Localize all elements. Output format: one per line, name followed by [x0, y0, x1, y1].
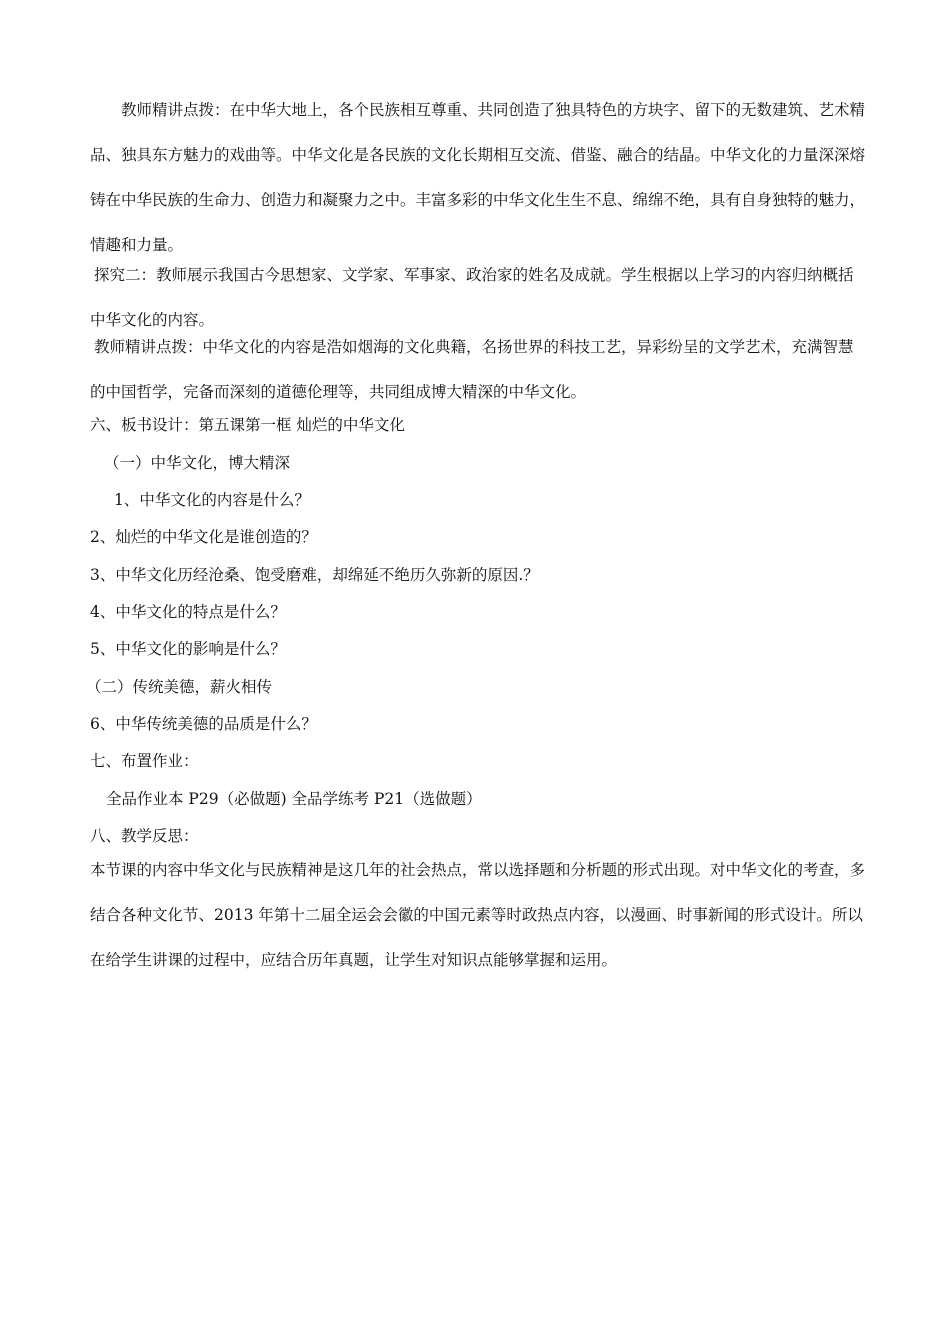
homework-text: 全品作业本 P29（必做题) 全品学练考 P21（选做题） [106, 790, 482, 808]
board-question-2: 2、灿烂的中华文化是谁创造的？ [90, 528, 317, 546]
paragraph-teacher-explanation-1: 教师精讲点拨：在中华大地上，各个民族相互尊重、共同创造了独具特色的方块字、留下的无数建筑、艺术精品、独具东方魅力的戏曲等。中华文化是各民族的文化长期相互交流、借鉴、融合的结晶。中华文化的力量深深熔铸在中华民族的生命力、创造力和凝聚力之中。丰富多彩的中华文化生生不息、绵绵不绝，具有自身独特的魅力，情趣和力量。 [90, 101, 866, 254]
homework-heading: 七、布置作业： [90, 752, 199, 770]
reflection-heading: 八、教学反思： [90, 827, 199, 845]
board-question-1: 1、中华文化的内容是什么？ [114, 491, 310, 509]
board-question-5: 5、中华文化的影响是什么？ [90, 640, 286, 658]
reflection-paragraph: 本节课的内容中华文化与民族精神是这几年的社会热点，常以选择题和分析题的形式出现。对中华文化的考查，多结合各种文化节、2013 年第十二届全运会会徽的中国元素等时政热点内容，以漫画、时事新闻的形式设计。所以在给学生讲课的过程中，应结合历年真题，让学生对知识点能够掌握和运用。 [90, 861, 866, 969]
board-question-3: 3、中华文化历经沧桑、饱受磨难，却绵延不绝历久弥新的原因.？ [90, 566, 539, 584]
board-design-heading: 六、板书设计：第五课第一框 灿烂的中华文化 [90, 416, 405, 434]
paragraph-inquiry-2: 探究二：教师展示我国古今思想家、文学家、军事家、政治家的姓名及成就。学生根据以上学习的内容归纳概括中华文化的内容。 [90, 266, 854, 329]
paragraph-teacher-explanation-2: 教师精讲点拨：中华文化的内容是浩如烟海的文化典籍，名扬世界的科技工艺，异彩纷呈的文学艺术，充满智慧的中国哲学，完备而深刻的道德伦理等，共同组成博大精深的中华文化。 [90, 338, 854, 401]
board-question-4: 4、中华文化的特点是什么？ [90, 603, 286, 621]
board-question-6: 6、中华传统美德的品质是什么？ [90, 715, 317, 733]
board-subheading-2: （二）传统美德，薪火相传 [86, 678, 273, 696]
board-subheading-1: （一）中华文化，博大精深 [104, 454, 291, 472]
